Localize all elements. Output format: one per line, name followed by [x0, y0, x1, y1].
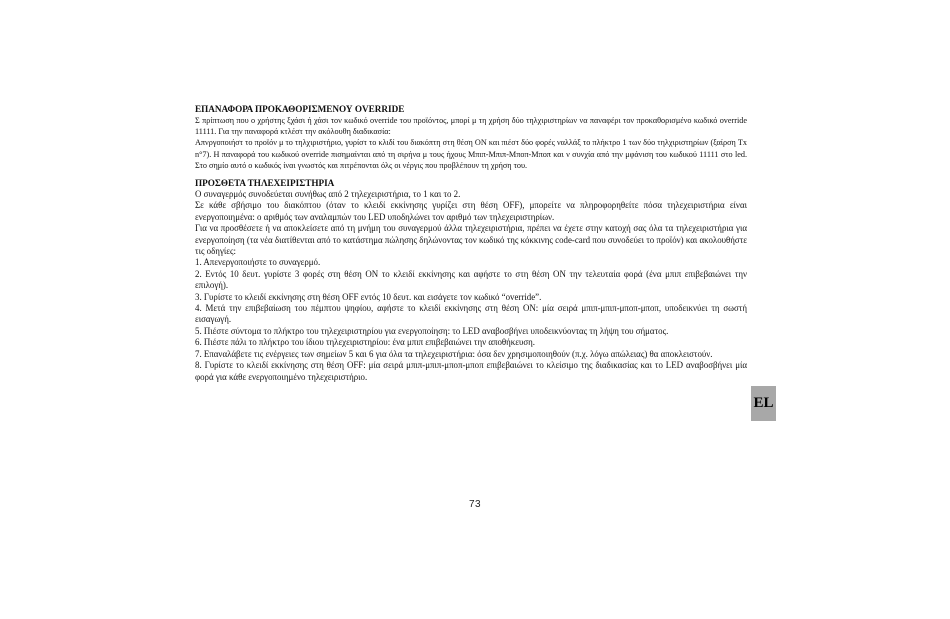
step-item: 5. Πιέστε σύντομα το πλήκτρο του τηλεχειριστηρίου για ενεργοποίηση: το LED αναβοσβήνει υποδεικνύοντας τη λήψη του σήματος.: [195, 325, 669, 336]
remotes-count-paragraph: Σε κάθε σβήσιμο του διακόπτου (όταν το κλειδί εκκίνησης γυρίζει στη θέση OFF), μπορείτε να πληροφορηθείτε πόσα τηλεχειριστήρια είναι ενεργοποιημένα: ο αριθμός των αναλαμπών του LED υποδηλώνει τον αριθμό των τηλεχειριστηρίων.: [195, 200, 747, 222]
document-body: [195, 103, 747, 383]
page-number: 73: [468, 499, 482, 510]
step-item: 2. Εντός 10 δευτ. γυρίστε 3 φορές στη θέση ON το κλειδί εκκίνησης και αφήστε το στη θέση ON την τελευταία φορά (ένα μπιπ επιβεβαιώνει την επιλογή).: [195, 268, 747, 291]
step-item: 6. Πιέστε πάλι το πλήκτρο του ίδιου τηλεχειριστηρίου: ένα μπιπ επιβεβαιώνει την αποθήκευση.: [195, 337, 536, 348]
step-item: 7. Επαναλάβετε τις ενέργειες των σημείων 5 και 6 για όλα τα τηλεχειριστήρια: όσα δεν χρησιμοποιηθούν (π.χ. λόγω απώλειας) θα αποκλειστούν.: [195, 348, 713, 359]
step-item: 8. Γυρίστε το κλειδί εκκίνησης στη θέση OFF: μία σειρά μπιπ-μπιπ-μποπ-μποπ επιβεβαιώνει το κλείσιμο της διαδικασίας και το LED αναβοσβήνει μία φορά για κάθε ενεργοποιημένο τηλεχειριστήριο.: [195, 360, 747, 382]
override-procedure-paragraph: Απνργοποιήστ το προϊόν μ το τηλχιριστήριο, γυρίστ το κλιδί του διακόπτη στη θέση ON και πιέστ δύο φορές ναλλάξ το πλήκτρο 1 των δύο τηλχιριστηρίων (ξαίρση Tx n°7). Η παναφορά του κωδικού override πισημαίνται από τη σιρήνα μ τους ήχους Μπιπ-Μπιπ-Μποπ-Μποπ και ν συνχία από την μφάνιση του κωδικού 11111 στο led. Στο σημίο αυτό ο κωδικός ίναι γνωστός και πιτρέπονται όλς οι νέργις που προβλέπουν τη χρήση του.: [195, 138, 747, 170]
section-heading-override-reset: ΕΠΑΝΑΦΟΡΑ ΠΡΟΚΑΘΟΡΙΣΜΕΝΟΥ OVERRIDE: [195, 104, 405, 114]
override-intro-paragraph: Σ πρίπτωση που ο χρήστης ξχάσι ή χάσι τον κωδικό override του προϊόντος, μπορί μ τη χρήση δύο τηλχιριστηρίων να παναφέρι τον προκαθορισμένο κωδικό override 11111. Για την παναφορά κτλέστ την ακόλουθη διαδικασία:: [195, 116, 747, 137]
step-item: 1. Απενεργοποιήστε το συναγερμό.: [195, 257, 321, 268]
step-item: 3. Γυρίστε το κλειδί εκκίνησης στη θέση OFF εντός 10 δευτ. και εισάγετε τον κωδικό “override”.: [195, 291, 542, 302]
remotes-instructions-paragraph: Για να προσθέσετε ή να αποκλείσετε από τη μνήμη του συναγερμού άλλα τηλεχειριστήρια, πρέπει να έχετε στην κατοχή σας όλα τα τηλεχειριστήρια για ενεργοποίηση (τα νέα διατίθενται από το κατάστημα πώλησης δηλώνοντας τον κωδικό της κόκκινης code-card που συνοδεύει το προϊόν) και ακολουθήστε τις οδηγίες:: [195, 223, 747, 257]
language-tab: EL: [751, 386, 776, 421]
section-additional-remotes: [195, 177, 747, 383]
section-override-reset: [195, 103, 747, 171]
remotes-intro-paragraph: Ο συναγερμός συνοδεύεται συνήθως από 2 τηλεχειριστήρια, το 1 και το 2.: [195, 189, 461, 200]
section-heading-additional-remotes: ΠΡΟΣΘΕΤΑ ΤΗΛΕΧΕΙΡΙΣΤΗΡΙΑ: [195, 178, 335, 189]
step-item: 4. Μετά την επιβεβαίωση του πέμπτου ψηφίου, αφήστε το κλειδί εκκίνησης στη θέση ON: μία σειρά μπιπ-μπιπ-μποπ-μποπ, υποδεικνύει τη σωστή εισαγωγή.: [195, 303, 747, 325]
